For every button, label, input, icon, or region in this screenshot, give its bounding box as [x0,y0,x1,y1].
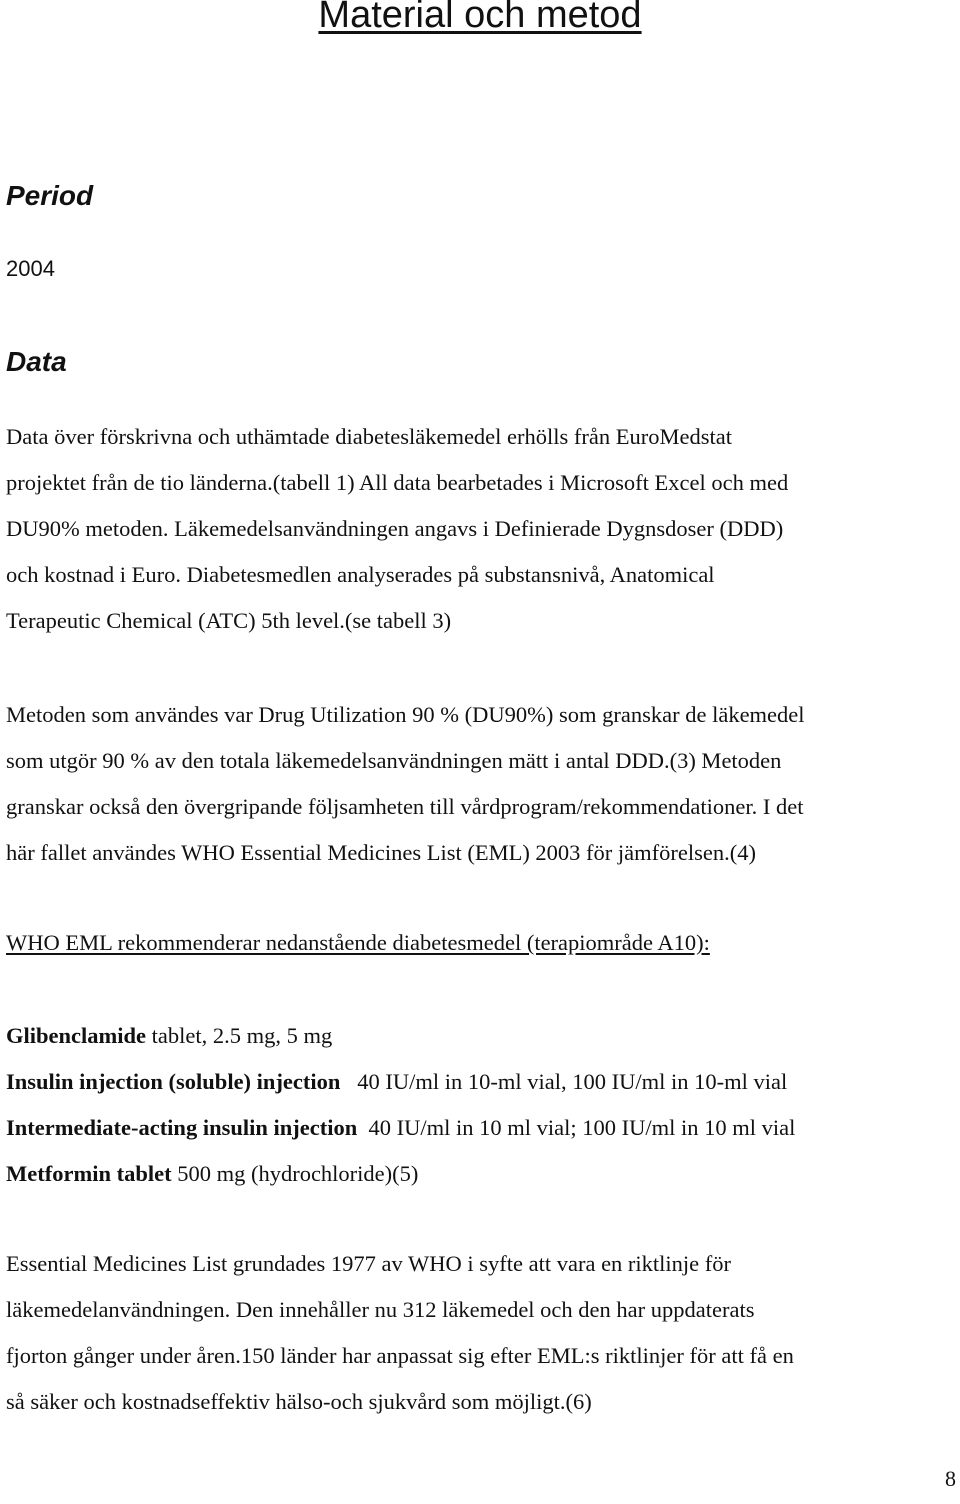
medicine-list [6,1013,956,1197]
paragraph-line: Terapeutic Chemical (ATC) 5th level.(se tabell 3) [6,608,452,633]
paragraph-line: och kostnad i Euro. Diabetesmedlen analyserades på substansnivå, Anatomical [6,562,715,587]
period-heading: Period [6,180,94,211]
medicine-item [6,1059,956,1105]
paragraph-line: granskar också den övergripande följsamheten till vårdprogram/rekommendationer. I det [6,794,804,819]
paragraph-line: projektet från de tio länderna.(tabell 1) All data bearbetades i Microsoft Excel och med [6,470,789,495]
paragraph-line: DU90% metoden. Läkemedelsanvändningen angavs i Definierade Dygnsdoser (DDD) [6,516,784,541]
page-number: 8 [945,1466,956,1491]
page-title: Material och metod [318,0,642,36]
medicine-name: Intermediate-acting insulin injection [6,1115,358,1140]
paragraph-line: så säker och kostnadseffektiv hälso-och sjukvård som möjligt.(6) [6,1389,592,1414]
medicine-detail: tablet, 2.5 mg, 5 mg [146,1023,333,1048]
who-eml-heading: WHO EML rekommenderar nedanstående diabetesmedel (terapiområde A10): [6,930,710,955]
data-paragraph-2 [6,692,956,876]
medicine-name: Glibenclamide [6,1023,146,1048]
medicine-detail: 40 IU/ml in 10 ml vial; 100 IU/ml in 10 ml vial [357,1115,796,1140]
data-heading: Data [6,346,67,377]
medicine-name: Metformin tablet [6,1161,172,1186]
paragraph-line: Essential Medicines List grundades 1977 av WHO i syfte att vara en riktlinje för [6,1251,732,1276]
paragraph-line: Metoden som användes var Drug Utilization 90 % (DU90%) som granskar de läkemedel [6,702,805,727]
medicine-name: Insulin injection (soluble) injection [6,1069,341,1094]
paragraph-line: som utgör 90 % av den totala läkemedelsanvändningen mätt i antal DDD.(3) Metoden [6,748,782,773]
paragraph-line: här fallet användes WHO Essential Medicines List (EML) 2003 för jämförelsen.(4) [6,840,756,865]
data-paragraph-1 [6,414,956,644]
medicine-item [6,1105,956,1151]
medicine-item [6,1151,956,1197]
paragraph-line: fjorton gånger under åren.150 länder har anpassat sig efter EML:s riktlinjer för att få en [6,1343,794,1368]
period-value: 2004 [6,256,55,281]
medicine-detail: 40 IU/ml in 10-ml vial, 100 IU/ml in 10-ml vial [340,1069,788,1094]
paragraph-line: läkemedelanvändningen. Den innehåller nu 312 läkemedel och den har uppdaterats [6,1297,755,1322]
eml-paragraph [6,1241,956,1425]
medicine-item [6,1013,956,1059]
medicine-detail: 500 mg (hydrochloride)(5) [171,1161,419,1186]
paragraph-line: Data över förskrivna och uthämtade diabetesläkemedel erhölls från EuroMedstat [6,424,732,449]
